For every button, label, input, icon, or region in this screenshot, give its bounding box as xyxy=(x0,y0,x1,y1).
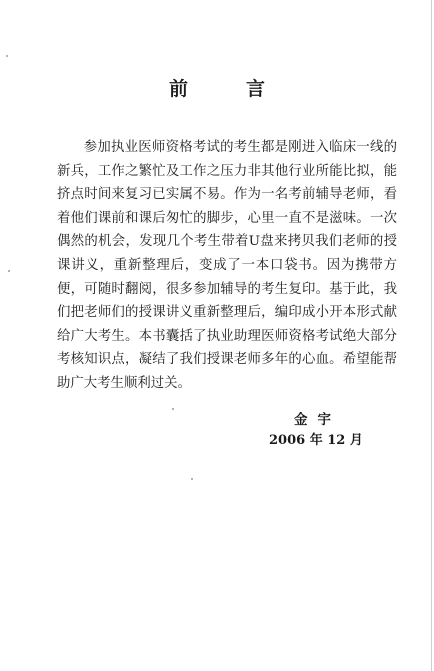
page-title: 前言 xyxy=(168,78,323,100)
signature-date: 2006 年 12 月 xyxy=(269,433,363,448)
preface-body xyxy=(57,136,397,396)
author-signature: 金宇 xyxy=(294,412,341,428)
preface-paragraph: 参加执业医师资格考试的考生都是刚进入临床一线的新兵，工作之繁忙及工作之压力非其他行业所能比拟，能挤点时间来复习已实属不易。作为一名考前辅导老师，看着他们课前和课后匆忙的脚步，心里一直不是滋味。一次偶然的机会，发现几个考生带着U盘来拷贝我们老师的授课讲义，重新整理后，变成了一本口袋书。因为携带方便，可随时翻阅，很多参加辅导的考生复印。基于此，我们把老师们的授课讲义重新整理后，编印成小开本形式献给广大考生。本书囊括了执业助理医师资格考试绝大部分考核知识点，凝结了我们授课老师多年的心血。希望能帮助广大考生顺利过关。 xyxy=(57,140,397,391)
scan-speck xyxy=(172,408,174,410)
scan-speck xyxy=(8,270,10,272)
scan-speck xyxy=(6,55,8,57)
scan-speck xyxy=(191,478,193,480)
